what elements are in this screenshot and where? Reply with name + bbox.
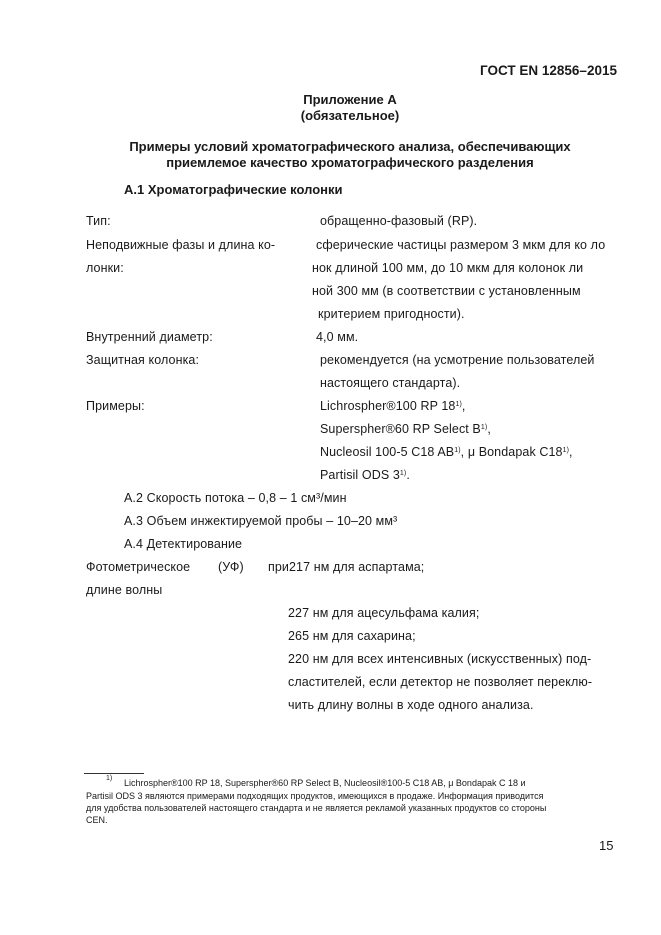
section-a1-title: А.1 Хроматографические колонки (124, 182, 343, 197)
section-a3-injection-volume: А.3 Объем инжектируемой пробы – 10–20 мм³ (124, 514, 398, 528)
diameter-label: Внутренний диаметр: (86, 330, 213, 344)
standard-code: ГОСТ EN 12856–2015 (480, 63, 617, 78)
appendix-status: (обязательное) (300, 108, 400, 123)
phase-value-line4: критерием пригодности). (318, 307, 465, 321)
section-a4-title: А.4 Детектирование (124, 537, 243, 551)
detection-line-1: при217 нм для аспартама; (268, 560, 425, 574)
diameter-value: 4,0 мм. (316, 330, 359, 344)
phase-label-line2: лонки: (86, 261, 124, 275)
example-1: Lichrospher®100 RP 18$^{1)}$, (320, 399, 466, 413)
detection-label-word2: (УФ) (218, 560, 244, 574)
detection-label-line2: длине волны (86, 583, 163, 597)
example-4: Partisil ODS 3$^{1)}$. (320, 468, 410, 482)
section-a2-flow-rate: А.2 Скорость потока – 0,8 – 1 см³/мин (124, 491, 347, 505)
footnote-separator (84, 773, 144, 774)
detection-line-4: 220 нм для всех интенсивных (искусственных) под- (288, 652, 592, 666)
phase-value-line1: сферические частицы размером 3 мкм для ко ло (316, 238, 606, 252)
detection-label-word1: Фотометрическое (86, 560, 191, 574)
guard-column-value-line1: рекомендуется (на усмотрение пользователей (320, 353, 595, 367)
appendix-heading-line2: приемлемое качество хроматографического разделения (166, 155, 534, 170)
examples-label: Примеры: (86, 399, 145, 413)
appendix-heading-line1: Примеры условий хроматографического анализа, обеспечивающих (129, 139, 571, 154)
footnote-line-1: Lichrospher®100 RP 18, Superspher®60 RP Select B, Nucleosil®100-5 C18 AB, μ Bondapak C 18 и (124, 778, 526, 788)
phase-value-line3: ной 300 мм (в соответствии с установленным (312, 284, 581, 298)
phase-label-line1: Неподвижные фазы и длина ко- (86, 238, 276, 252)
detection-line-2: 227 нм для ацесульфама калия; (288, 606, 480, 620)
detection-line-3: 265 нм для сахарина; (288, 629, 416, 643)
type-value: обращенно-фазовый (RP). (320, 214, 478, 228)
page-number: 15 (599, 838, 614, 853)
guard-column-label: Защитная колонка: (86, 353, 200, 367)
example-3: Nucleosil 100-5 C18 AB$^{1)}$, μ Bondapak C18$^{1)}$, (320, 445, 573, 459)
phase-value-line2: нок длиной 100 мм, до 10 мкм для колонок ли (312, 261, 584, 275)
appendix-title: Приложение А (303, 92, 397, 107)
example-2: Superspher®60 RP Select $B^{1)}$, (320, 422, 491, 436)
footnote-line-2: Partisil ODS 3 являются примерами подходящих продуктов, имеющихся в продаже. Информация приводится (86, 791, 544, 801)
detection-line-6: чить длину волны в ходе одного анализа. (288, 698, 534, 712)
guard-column-value-line2: настоящего стандарта). (320, 376, 461, 390)
footnote-line-4: CEN. (86, 815, 108, 825)
footnote-line-3: для удобства пользователей настоящего стандарта и не является рекламой указанных продуктов со стороны (86, 803, 547, 813)
footnote-mark: 1) (106, 775, 113, 782)
type-label: Тип: (86, 214, 111, 228)
detection-line-5: сластителей, если детектор не позволяет переклю- (288, 675, 593, 689)
